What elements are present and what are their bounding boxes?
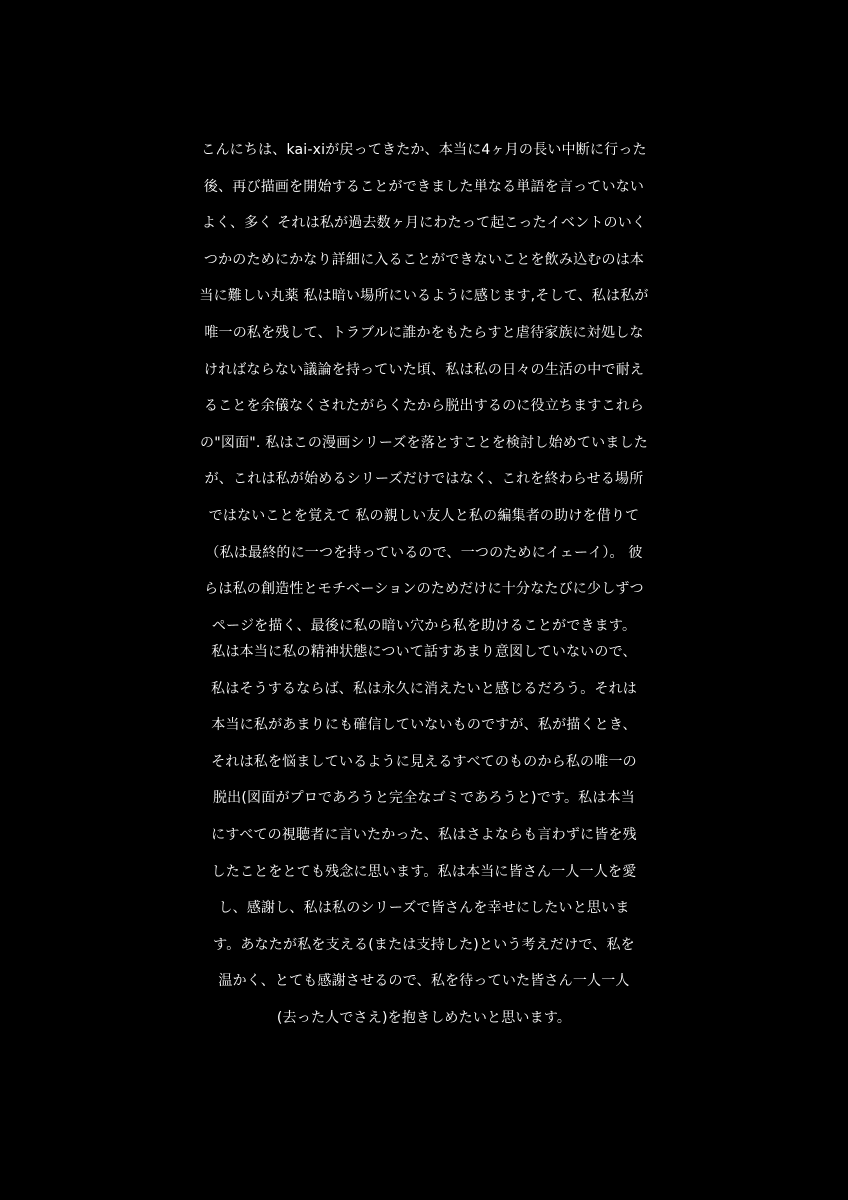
text-line: 本当に私があまりにも確信していないものですが、私が描くとき、 (211, 717, 637, 734)
text-line: つかのためにかなり詳細に入ることができないことを飲み込むのは本 (203, 251, 645, 268)
text-line: 唯一の私を残して、トラブルに誰かをもたらすと虐待家族に対処しな (204, 324, 644, 341)
text-line: 当に難しい丸薬 私は暗い場所にいるように感じます,そして、私は私が (199, 288, 649, 305)
text-line: 後、再び描画を開始することができました単なる単語を言っていない (203, 178, 645, 195)
text-line: よく、多く それは私が過去数ヶ月にわたって起こったイベントのいく (201, 215, 647, 232)
message-paragraph-2 (0, 634, 848, 1037)
text-line: (去った人でさえ)を抱きしめたいと思います。 (276, 1009, 572, 1026)
text-line: したことをとても残念に思います。私は本当に皆さん一人一人を愛 (211, 863, 637, 880)
text-line: が、これは私が始めるシリーズだけではなく、これを終わらせる場所 (204, 471, 644, 488)
text-line: す。あなたが私を支える(または支持した)という考えだけで、私を (213, 936, 635, 953)
text-line: （私は最終的に一つを持っているので、一つのためにイェーイ）。 彼 (205, 544, 643, 561)
text-line: し、感謝し、私は私のシリーズで皆さんを幸せにしたいと思いま (218, 900, 630, 917)
text-line: こんにちは、kai-xiが戻ってきたか、本当に4ヶ月の長い中断に行った (201, 142, 647, 158)
message-paragraph-1 (0, 132, 848, 644)
text-line: ページを描く、最後に私の暗い穴から私を助けることができます。 (211, 617, 637, 634)
text-line: ければならない議論を持っていた頃、私は私の日々の生活の中で耐え (203, 361, 645, 378)
text-line: 温かく、とても感謝させるので、私を待っていた皆さん一人一人 (218, 973, 630, 990)
text-line: らは私の創造性とモチベーションのためだけに十分なたびに少しずつ (204, 581, 644, 598)
text-line: にすべての視聴者に言いたかった、私はさよならも言わずに皆を残 (211, 826, 637, 843)
text-line: 脱出(図面がプロであろうと完全なゴミであろうと)です。私は本当 (212, 790, 635, 807)
text-line: ることを余儀なくされたがらくたから脱出するのに役立ちますこれら (203, 398, 645, 415)
text-line: の"図面". 私はこの漫画シリーズを落とすことを検討し始めていました (200, 434, 648, 451)
text-line: 私はそうするならば、私は永久に消えたいと感じるだろう。それは (211, 680, 637, 697)
text-line: ではないことを覚えて 私の親しい友人と私の編集者の助けを借りて (208, 507, 640, 524)
text-line: それは私を悩ましているように見えるすべてのものから私の唯一の (211, 753, 637, 770)
text-line: 私は本当に私の精神状態について話すあまり意図していないので、 (211, 644, 637, 660)
